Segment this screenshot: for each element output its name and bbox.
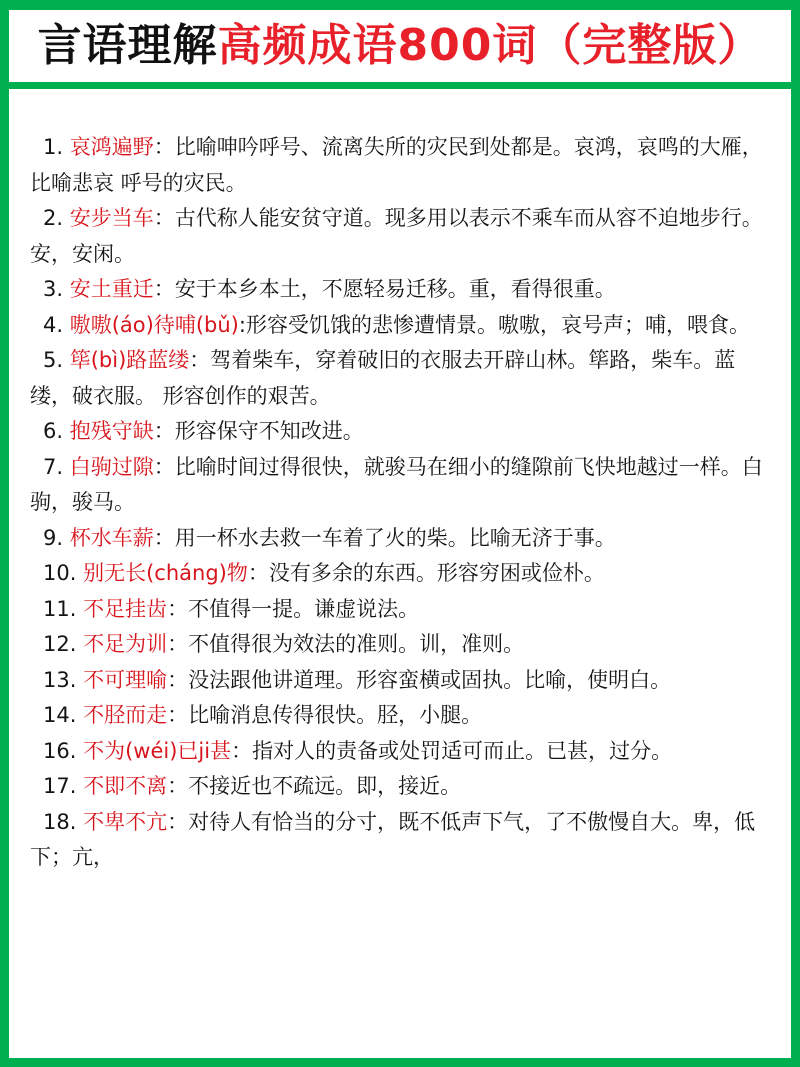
entry-separator: ： [167, 667, 189, 692]
entry-separator: ： [167, 632, 189, 656]
entry-term: 不即不离 [83, 774, 168, 798]
entry-definition: 没法跟他讲道理。形容蛮横或固执。比喻，使明白。 [188, 667, 672, 692]
entry-term: 哀鸿遍野 [69, 135, 154, 159]
list-item [30, 556, 770, 592]
entry-separator: ： [153, 277, 175, 301]
entry-number: 9. [43, 525, 64, 550]
list-item [30, 734, 770, 770]
entry-number: 1. [43, 135, 64, 159]
entry-separator: ： [153, 525, 175, 550]
entry-separator: ： [247, 561, 269, 585]
title-part-1: 言语理解 [37, 20, 218, 71]
entry-number: 2. [43, 206, 64, 230]
list-item [30, 414, 770, 450]
entry-term: 别无长(cháng)物 [83, 561, 248, 585]
list-item [30, 698, 770, 734]
title-part-3: （完整版） [537, 20, 763, 71]
entry-definition: 古代称人能安贫守道。现多用以表示不乘车而从容不迫地步行。安，安闲。 [30, 206, 763, 266]
entry-term: 安土重迁 [69, 277, 154, 301]
entry-term: 安步当车 [69, 206, 154, 230]
list-item [30, 521, 770, 557]
list-item [30, 627, 770, 663]
idiom-list [30, 130, 770, 876]
entry-number: 4. [43, 312, 64, 337]
list-item [30, 592, 770, 628]
entry-term: 不胫而走 [83, 703, 168, 727]
entry-number: 7. [43, 454, 64, 479]
entry-separator: ： [153, 419, 175, 443]
entry-term: 不为(wéi)已ji甚 [83, 738, 232, 763]
entry-term: 不卑不亢 [83, 809, 168, 834]
entry-number: 5. [43, 348, 64, 372]
entry-term: 嗷嗷(áo)待哺(bǔ) [69, 312, 239, 337]
entry-definition: 不值得很为效法的准则。训，准则。 [188, 632, 525, 656]
list-item [30, 769, 770, 805]
entry-term: 不可理喻 [83, 667, 168, 692]
entry-definition: 安于本乡本土，不愿轻易迁移。重，看得很重。 [174, 277, 616, 301]
title-part-2: 高频成语800词 [217, 20, 538, 71]
entry-number: 18. [43, 809, 77, 834]
title-divider [0, 82, 800, 89]
entry-definition: 不接近也不疏远。即，接近。 [188, 774, 462, 798]
entry-number: 11. [43, 596, 77, 621]
list-item [30, 663, 770, 699]
entry-number: 12. [43, 632, 77, 656]
entry-number: 13. [43, 667, 77, 692]
list-item [30, 805, 770, 876]
list-item [30, 272, 770, 308]
entry-separator: ： [153, 135, 175, 159]
entry-separator: ： [153, 454, 175, 479]
list-item [30, 201, 770, 272]
entry-separator: ： [167, 809, 189, 834]
entry-definition: 形容保守不知改进。 [174, 419, 364, 443]
entry-number: 16. [43, 738, 77, 763]
entry-term: 白驹过隙 [69, 454, 154, 479]
list-item [30, 343, 770, 414]
entry-definition: 比喻消息传得很快。胫，小腿。 [188, 703, 483, 727]
entry-number: 10. [43, 561, 77, 585]
entry-definition: 没有多余的东西。形容穷困或俭朴。 [268, 561, 605, 585]
entry-definition: 比喻呻吟呼号、流离失所的灾民到处都是。哀鸿，哀鸣的大雁，比喻悲哀 呼号的灾民。 [30, 135, 763, 195]
entry-separator: ： [189, 348, 211, 372]
entry-separator: ： [167, 703, 189, 727]
entry-number: 17. [43, 774, 77, 798]
list-item [30, 130, 770, 201]
entry-term: 筚(bì)路蓝缕 [69, 348, 190, 372]
entry-definition: :形容受饥饿的悲惨遭情景。嗷嗷，哀号声；哺，喂食。 [238, 312, 750, 337]
entry-definition: 驾着柴车，穿着破旧的衣服去开辟山林。筚路，柴车。蓝缕，破衣服。 形容创作的艰苦。 [30, 348, 736, 408]
entry-definition: 对待人有恰当的分寸，既不低声下气，了不傲慢自大。卑，低下；亢， [30, 809, 756, 869]
entry-number: 14. [43, 703, 77, 727]
list-item [30, 450, 770, 521]
entry-separator: ： [167, 596, 189, 621]
entry-definition: 指对人的责备或处罚适可而止。已甚，过分。 [252, 738, 673, 763]
page-title [9, 10, 791, 82]
entry-term: 杯水车薪 [69, 525, 154, 550]
entry-definition: 用一杯水去救一车着了火的柴。比喻无济于事。 [174, 525, 616, 550]
entry-number: 6. [43, 419, 64, 443]
entry-separator: ： [167, 774, 189, 798]
entry-separator: ： [231, 738, 253, 763]
list-item [30, 308, 770, 344]
entry-term: 抱残守缺 [69, 419, 154, 443]
entry-number: 3. [43, 277, 64, 301]
entry-term: 不足为训 [83, 632, 168, 656]
entry-term: 不足挂齿 [83, 596, 168, 621]
entry-definition: 不值得一提。谦虚说法。 [188, 596, 420, 621]
entry-definition: 比喻时间过得很快，就骏马在细小的缝隙前飞快地越过一样。白驹，骏马。 [30, 454, 763, 514]
entry-separator: ： [153, 206, 175, 230]
